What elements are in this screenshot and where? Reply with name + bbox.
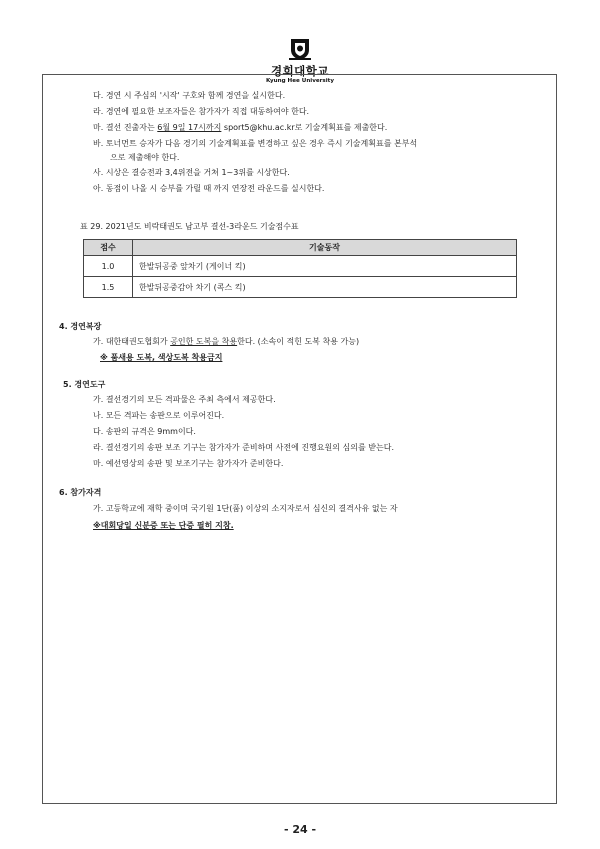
section5-item-4: 라. 결선경기의 송판 보조 기구는 참가자가 준비하며 사전에 진행요원의 심의를 받는다. xyxy=(93,443,394,452)
rule-sa: 사. 시상은 결승전과 3,4위전을 거쳐 1~3위를 시상한다. xyxy=(93,168,290,177)
section4-item xyxy=(93,337,359,347)
section5-item-5: 마. 예선영상의 송판 및 보조기구는 참가자가 준비한다. xyxy=(93,459,284,468)
rule-ma xyxy=(93,123,387,133)
section4-item-underlined: 공인한 도복을 착용 xyxy=(170,337,238,346)
section5-item-2: 나. 모든 격파는 송판으로 이루어진다. xyxy=(93,411,225,420)
table-header-row xyxy=(84,240,517,256)
section6-title: 6. 참가자격 xyxy=(59,488,102,497)
section5-item-1: 가. 결선경기의 모든 격파물은 주최 측에서 제공한다. xyxy=(93,395,276,404)
header-score: 점수 xyxy=(84,240,133,256)
table-row xyxy=(84,277,517,298)
rule-ba-line1: 바. 토너먼트 승자가 다음 경기의 기술계획표를 변경하고 싶은 경우 즉시 기술계획표를 본부석 xyxy=(93,139,418,148)
table-row xyxy=(84,256,517,277)
logo-korean-text: 경희대학교 xyxy=(270,64,330,78)
university-seal-icon xyxy=(287,36,313,62)
section5-title: 5. 경연도구 xyxy=(63,380,106,389)
section4-note: ※ 품새용 도복, 색상도복 착용금지 xyxy=(100,353,223,362)
rule-ba-line2: 으로 제출해야 한다. xyxy=(110,153,180,162)
score-cell: 1.0 xyxy=(84,256,133,277)
section6-note: ※대회당일 신분증 또는 단증 필히 지참. xyxy=(93,521,234,530)
section6-item: 가. 고등학교에 재학 중이며 국기원 1단(품) 이상의 소지자로서 심신의 결격사유 없는 자 xyxy=(93,504,398,513)
section5-item-3: 다. 송판의 규격은 9mm이다. xyxy=(93,427,196,436)
rule-ma-suffix: sport5@khu.ac.kr로 기술계획표를 제출한다. xyxy=(221,123,388,132)
technique-score-table xyxy=(83,239,517,298)
rule-ra: 라. 경연에 필요한 보조자들은 참가자가 직접 대동하여야 한다. xyxy=(93,107,310,116)
header-technique: 기술동작 xyxy=(133,240,517,256)
table-caption: 표 29. 2021년도 비락태권도 남고부 결선-3라운드 기술점수표 xyxy=(80,222,299,231)
logo-english-text: Kyung Hee University xyxy=(266,78,334,84)
page-number: - 24 - xyxy=(283,823,317,836)
score-cell: 1.5 xyxy=(84,277,133,298)
section4-title: 4. 경연복장 xyxy=(59,322,102,331)
technique-cell: 한발뒤공중감아 차기 (콕스 킥) xyxy=(133,277,517,298)
section4-item-prefix: 가. 대한태권도협회가 xyxy=(93,337,171,346)
rule-ma-deadline: 6월 9일 17시까지 xyxy=(157,123,222,132)
section4-item-suffix: 한다. (소속이 적힌 도복 착용 가능) xyxy=(237,337,360,346)
rule-a: 아. 동점이 나올 시 승부를 가릴 때 까지 연장전 라운드를 실시한다. xyxy=(93,184,325,193)
rule-da: 다. 경연 시 주심의 '시작' 구호와 함께 경연을 실시한다. xyxy=(93,91,286,100)
rule-ma-prefix: 마. 결선 진출자는 xyxy=(93,123,158,132)
technique-cell: 한발뒤공중 앞차기 (게이너 킥) xyxy=(133,256,517,277)
